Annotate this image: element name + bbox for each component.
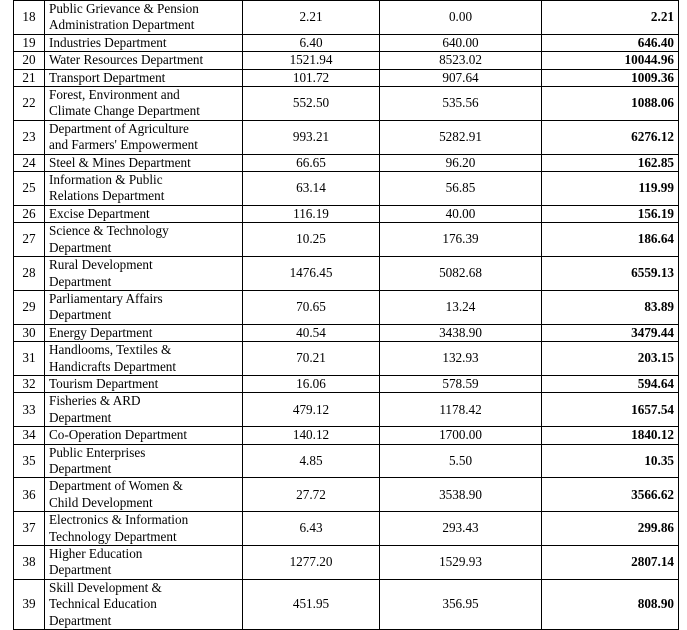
amount-column-b-cell: 3438.90	[380, 324, 542, 341]
amount-column-a-cell: 6.40	[243, 34, 380, 51]
department-name-line: Science & Technology	[49, 223, 169, 239]
total-amount-cell: 6559.13	[542, 257, 679, 291]
table-row	[14, 205, 679, 222]
serial-number-cell: 33	[14, 393, 45, 427]
table-row	[14, 172, 679, 206]
amount-column-a-cell: 4.85	[243, 444, 380, 478]
department-name-line: Handlooms, Textiles &	[49, 342, 172, 358]
department-name-line: Parliamentary Affairs	[49, 290, 163, 306]
department-name-line: and Farmers' Empowerment	[49, 137, 198, 153]
department-name-line: Excise Department	[49, 205, 150, 221]
department-name-line: Handicrafts Department	[49, 358, 177, 374]
total-amount-cell: 1657.54	[542, 393, 679, 427]
table-row	[14, 342, 679, 376]
amount-column-a-cell: 552.50	[243, 87, 380, 121]
amount-column-b-cell: 356.95	[380, 579, 542, 629]
department-name-line: Child Development	[49, 494, 153, 510]
total-amount-cell: 2.21	[542, 1, 679, 35]
department-name-line: Department	[49, 409, 112, 425]
department-name-line: Co-Operation Department	[49, 427, 188, 443]
amount-column-a-cell: 16.06	[243, 375, 380, 392]
serial-number-cell: 38	[14, 546, 45, 580]
amount-column-a-cell: 1277.20	[243, 546, 380, 580]
total-amount-cell: 3479.44	[542, 324, 679, 341]
department-name-cell	[45, 512, 243, 546]
department-name-cell	[45, 478, 243, 512]
department-name-cell	[45, 375, 243, 392]
serial-number-cell: 21	[14, 69, 45, 86]
amount-column-b-cell: 176.39	[380, 223, 542, 257]
department-name-line: Steel & Mines Department	[49, 154, 191, 170]
department-name-line: Skill Development &	[49, 579, 162, 595]
department-name-line: Public Enterprises	[49, 444, 146, 460]
table-row	[14, 427, 679, 444]
department-name-cell	[45, 324, 243, 341]
serial-number-cell: 19	[14, 34, 45, 51]
total-amount-cell: 10044.96	[542, 52, 679, 69]
amount-column-a-cell: 1521.94	[243, 52, 380, 69]
amount-column-a-cell: 2.21	[243, 1, 380, 35]
table-row	[14, 478, 679, 512]
department-name-line: Fisheries & ARD	[49, 393, 141, 409]
total-amount-cell: 808.90	[542, 579, 679, 629]
serial-number-cell: 24	[14, 154, 45, 171]
serial-number-cell: 35	[14, 444, 45, 478]
table-row	[14, 1, 679, 35]
table-row	[14, 512, 679, 546]
total-amount-cell: 162.85	[542, 154, 679, 171]
table-row	[14, 257, 679, 291]
table-row	[14, 34, 679, 51]
amount-column-b-cell: 3538.90	[380, 478, 542, 512]
serial-number-cell: 37	[14, 512, 45, 546]
serial-number-cell: 31	[14, 342, 45, 376]
department-name-line: Department	[49, 562, 112, 578]
department-name-line: Forest, Environment and	[49, 87, 180, 103]
department-name-line: Rural Development	[49, 257, 153, 273]
serial-number-cell: 32	[14, 375, 45, 392]
serial-number-cell: 39	[14, 579, 45, 629]
total-amount-cell: 83.89	[542, 290, 679, 324]
amount-column-a-cell: 1476.45	[243, 257, 380, 291]
table-row	[14, 324, 679, 341]
amount-column-a-cell: 993.21	[243, 120, 380, 154]
table-row	[14, 52, 679, 69]
department-name-cell	[45, 87, 243, 121]
amount-column-b-cell: 578.59	[380, 375, 542, 392]
department-name-line: Administration Department	[49, 17, 195, 33]
total-amount-cell: 203.15	[542, 342, 679, 376]
department-name-line: Climate Change Department	[49, 103, 200, 119]
department-name-cell	[45, 52, 243, 69]
total-amount-cell: 156.19	[542, 205, 679, 222]
table-row	[14, 290, 679, 324]
amount-column-a-cell: 479.12	[243, 393, 380, 427]
total-amount-cell: 3566.62	[542, 478, 679, 512]
total-amount-cell: 1840.12	[542, 427, 679, 444]
total-amount-cell: 646.40	[542, 34, 679, 51]
table-row	[14, 120, 679, 154]
total-amount-cell: 2807.14	[542, 546, 679, 580]
department-name-line: Department	[49, 273, 112, 289]
department-name-line: Department	[49, 460, 112, 476]
department-budget-table	[13, 0, 679, 630]
amount-column-b-cell: 293.43	[380, 512, 542, 546]
amount-column-b-cell: 40.00	[380, 205, 542, 222]
department-name-cell	[45, 223, 243, 257]
amount-column-a-cell: 10.25	[243, 223, 380, 257]
table-row	[14, 375, 679, 392]
department-name-cell	[45, 342, 243, 376]
department-name-line: Higher Education	[49, 546, 143, 561]
amount-column-b-cell: 8523.02	[380, 52, 542, 69]
department-name-line: Technology Department	[49, 528, 177, 544]
department-name-line: Electronics & Information	[49, 512, 189, 528]
department-name-line: Energy Department	[49, 324, 153, 340]
amount-column-b-cell: 0.00	[380, 1, 542, 35]
amount-column-b-cell: 5082.68	[380, 257, 542, 291]
department-name-cell	[45, 427, 243, 444]
amount-column-b-cell: 13.24	[380, 290, 542, 324]
amount-column-a-cell: 116.19	[243, 205, 380, 222]
department-name-cell	[45, 290, 243, 324]
total-amount-cell: 1009.36	[542, 69, 679, 86]
amount-column-b-cell: 907.64	[380, 69, 542, 86]
serial-number-cell: 28	[14, 257, 45, 291]
department-name-cell	[45, 546, 243, 580]
department-name-line: Transport Department	[49, 69, 166, 85]
amount-column-a-cell: 70.65	[243, 290, 380, 324]
serial-number-cell: 25	[14, 172, 45, 206]
table-row	[14, 546, 679, 580]
amount-column-a-cell: 63.14	[243, 172, 380, 206]
amount-column-b-cell: 1700.00	[380, 427, 542, 444]
department-name-line: Department	[49, 307, 112, 323]
total-amount-cell: 299.86	[542, 512, 679, 546]
total-amount-cell: 6276.12	[542, 120, 679, 154]
amount-column-a-cell: 27.72	[243, 478, 380, 512]
department-name-cell	[45, 1, 243, 35]
department-name-cell	[45, 205, 243, 222]
department-name-line: Information & Public	[49, 172, 163, 188]
table-row	[14, 579, 679, 629]
department-name-line: Department of Agriculture	[49, 120, 189, 136]
table-row	[14, 223, 679, 257]
total-amount-cell: 594.64	[542, 375, 679, 392]
table-body	[14, 1, 679, 630]
department-name-line: Water Resources Department	[49, 52, 204, 68]
department-name-cell	[45, 69, 243, 86]
serial-number-cell: 20	[14, 52, 45, 69]
department-name-cell	[45, 120, 243, 154]
total-amount-cell: 1088.06	[542, 87, 679, 121]
serial-number-cell: 26	[14, 205, 45, 222]
amount-column-a-cell: 6.43	[243, 512, 380, 546]
department-name-cell	[45, 444, 243, 478]
department-name-line: Department	[49, 612, 112, 628]
amount-column-a-cell: 70.21	[243, 342, 380, 376]
serial-number-cell: 30	[14, 324, 45, 341]
amount-column-b-cell: 535.56	[380, 87, 542, 121]
amount-column-a-cell: 451.95	[243, 579, 380, 629]
department-name-line: Relations Department	[49, 188, 165, 204]
serial-number-cell: 29	[14, 290, 45, 324]
table-row	[14, 393, 679, 427]
department-name-line: Department	[49, 239, 112, 255]
department-name-cell	[45, 154, 243, 171]
amount-column-a-cell: 101.72	[243, 69, 380, 86]
department-name-cell	[45, 257, 243, 291]
serial-number-cell: 34	[14, 427, 45, 444]
table-row	[14, 87, 679, 121]
amount-column-b-cell: 5282.91	[380, 120, 542, 154]
table-row	[14, 444, 679, 478]
amount-column-b-cell: 1529.93	[380, 546, 542, 580]
serial-number-cell: 27	[14, 223, 45, 257]
department-name-cell	[45, 172, 243, 206]
serial-number-cell: 36	[14, 478, 45, 512]
total-amount-cell: 119.99	[542, 172, 679, 206]
amount-column-a-cell: 140.12	[243, 427, 380, 444]
amount-column-a-cell: 66.65	[243, 154, 380, 171]
department-name-cell	[45, 34, 243, 51]
amount-column-b-cell: 640.00	[380, 34, 542, 51]
amount-column-b-cell: 5.50	[380, 444, 542, 478]
serial-number-cell: 18	[14, 1, 45, 35]
total-amount-cell: 10.35	[542, 444, 679, 478]
amount-column-b-cell: 1178.42	[380, 393, 542, 427]
table-row	[14, 69, 679, 86]
table-row	[14, 154, 679, 171]
total-amount-cell: 186.64	[542, 223, 679, 257]
department-name-line: Technical Education	[49, 596, 157, 612]
department-name-cell	[45, 579, 243, 629]
serial-number-cell: 23	[14, 120, 45, 154]
amount-column-a-cell: 40.54	[243, 324, 380, 341]
amount-column-b-cell: 96.20	[380, 154, 542, 171]
serial-number-cell: 22	[14, 87, 45, 121]
amount-column-b-cell: 132.93	[380, 342, 542, 376]
department-name-line: Public Grievance & Pension	[49, 1, 199, 16]
department-name-line: Industries Department	[49, 34, 167, 50]
department-name-cell	[45, 393, 243, 427]
amount-column-b-cell: 56.85	[380, 172, 542, 206]
department-name-line: Department of Women &	[49, 478, 183, 494]
department-name-line: Tourism Department	[49, 375, 159, 391]
